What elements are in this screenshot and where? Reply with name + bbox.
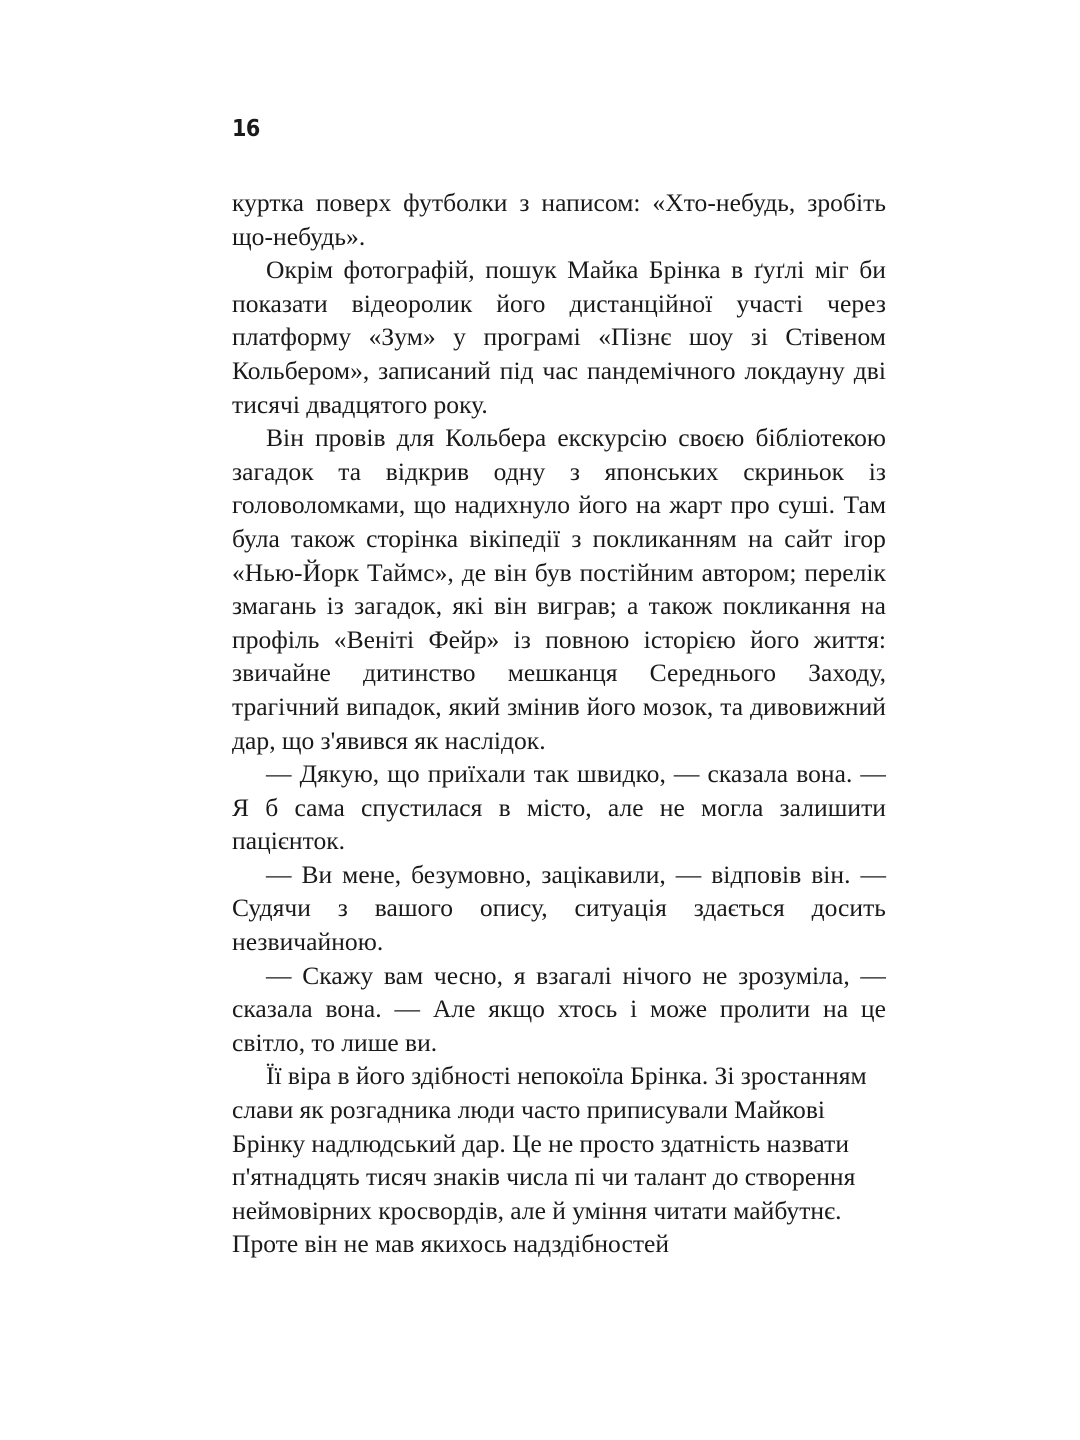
paragraph: — Ви мене, безумовно, зацікавили, — відповів він. — Судячи з вашого опису, ситуація здається досить незвичайною. — [232, 859, 886, 957]
paragraph: Її віра в його здібності непокоїла Брінка. Зі зростанням слави як розгадника люди часто приписували Майкові Брінку надлюдський дар. Це не просто здатність назвати п'ятнадцять тисяч знаків числа пі чи талант до створення неймовірних кросвордів, але й уміння читати майбутнє. Проте він не мав якихось надздібностей — [232, 1061, 867, 1259]
page-number: 16 — [232, 116, 260, 142]
paragraph: Він провів для Кольбера екскурсію своєю бібліотекою загадок та відкрив одну з японських скриньок із головоломками, що надихнуло його на жарт про суші. Там була також сторінка вікіпедії з покликанням на сайт ігор «Нью-Йорк Таймс», де він був постійним автором; перелік змагань із загадок, які він виграв; а також покликання на профіль «Веніті Фейр» із повною історією його життя: звичайне дитинство мешканця Середнього Заходу, трагічний випадок, який змінив його мозок, та дивовижний дар, що з'явився як наслідок. — [232, 423, 886, 755]
paragraph: — Скажу вам чесно, я взагалі нічого не зрозуміла, — сказала вона. — Але якщо хтось і може пролити на це світло, то лише ви. — [232, 960, 886, 1057]
paragraph: куртка поверх футболки з написом: «Хто-небудь, зробіть що-небудь». — [232, 188, 886, 251]
paragraph: — Дякую, що приїхали так швидко, — сказала вона. — Я б сама спустилася в місто, але не могла залишити пацієнток. — [232, 759, 886, 856]
body-text-block — [232, 186, 886, 1261]
paragraph: Окрім фотографій, пошук Майка Брінка в ґуґлі міг би показати відеоролик його дистанційної участі через платформу «Зум» у програмі «Пізнє шоу зі Стівеном Кольбером», записаний під час пандемічного локдауну дві тисячі двадцятого року. — [232, 255, 886, 419]
